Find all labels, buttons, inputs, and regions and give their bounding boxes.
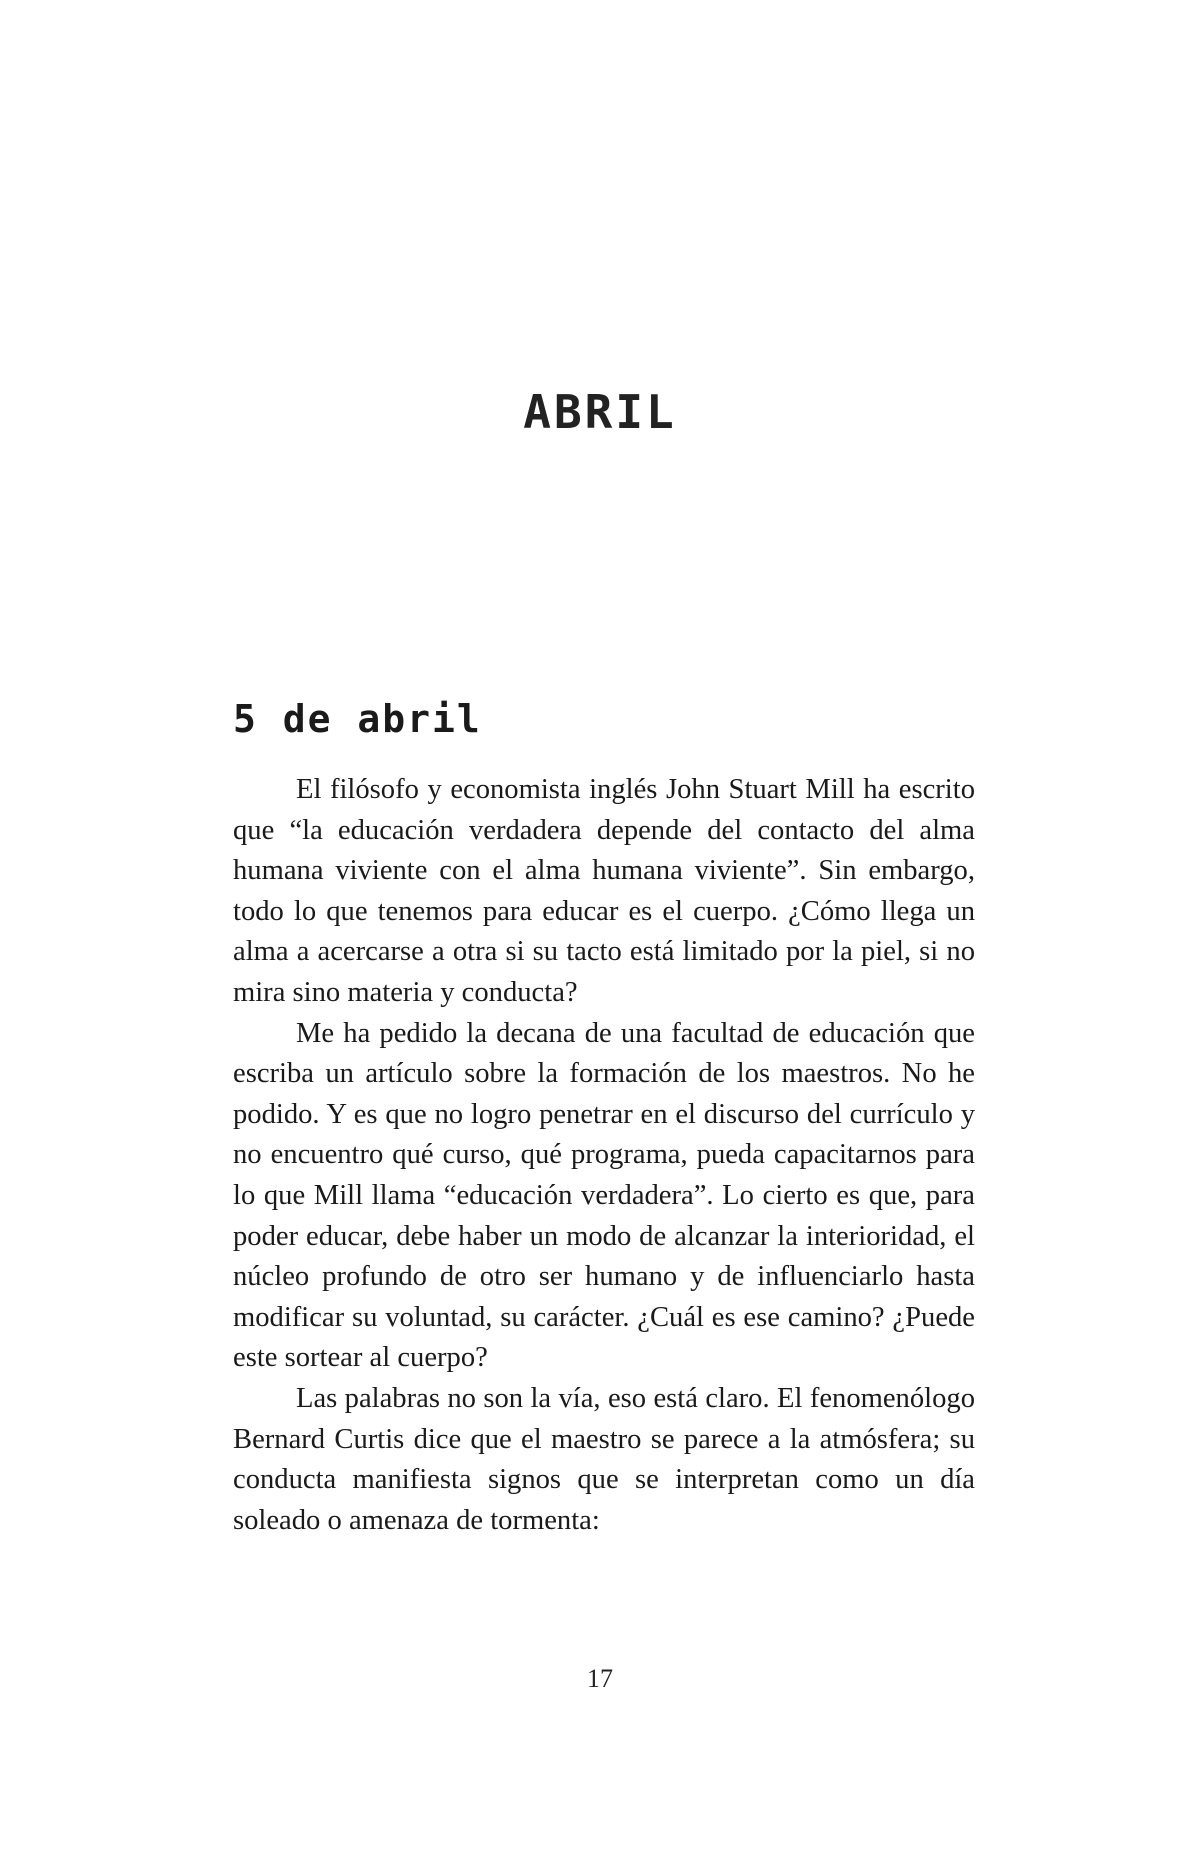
paragraph: El filósofo y economista inglés John Stuart Mill ha escrito que “la educación verdadera depende del contacto del alma humana viviente con el alma humana viviente”. Sin embargo, todo lo que tenemos para educar es el cuerpo. ¿Cómo llega un alma a acercarse a otra si su tacto está limitado por la piel, si no mira sino materia y conducta? (233, 774, 975, 1008)
paragraph: Me ha pedido la decana de una facultad de educación que escriba un artículo sobre la formación de los maestros. No he podido. Y es que no logro penetrar en el discurso del currículo y no encuentro qué curso, qué programa, pueda capacitarnos para lo que Mill llama “educación verdadera”. Lo cierto es que, para poder educar, debe haber un modo de alcanzar la interioridad, el núcleo profundo de otro ser humano y de influenciarlo hasta modificar su voluntad, su carácter. ¿Cuál es ese camino? ¿Puede este sortear al cuerpo? (233, 1017, 975, 1374)
entry-body (233, 770, 975, 1541)
entry-date-heading: 5 de abril (233, 697, 482, 741)
chapter-title: ABRIL (523, 385, 677, 439)
page-number: 17 (587, 1664, 613, 1693)
paragraph: Las palabras no son la vía, eso está claro. El fenomenólogo Bernard Curtis dice que el maestro se parece a la atmósfera; su conducta manifiesta signos que se interpretan como un día soleado o amenaza de tormenta: (233, 1382, 975, 1536)
